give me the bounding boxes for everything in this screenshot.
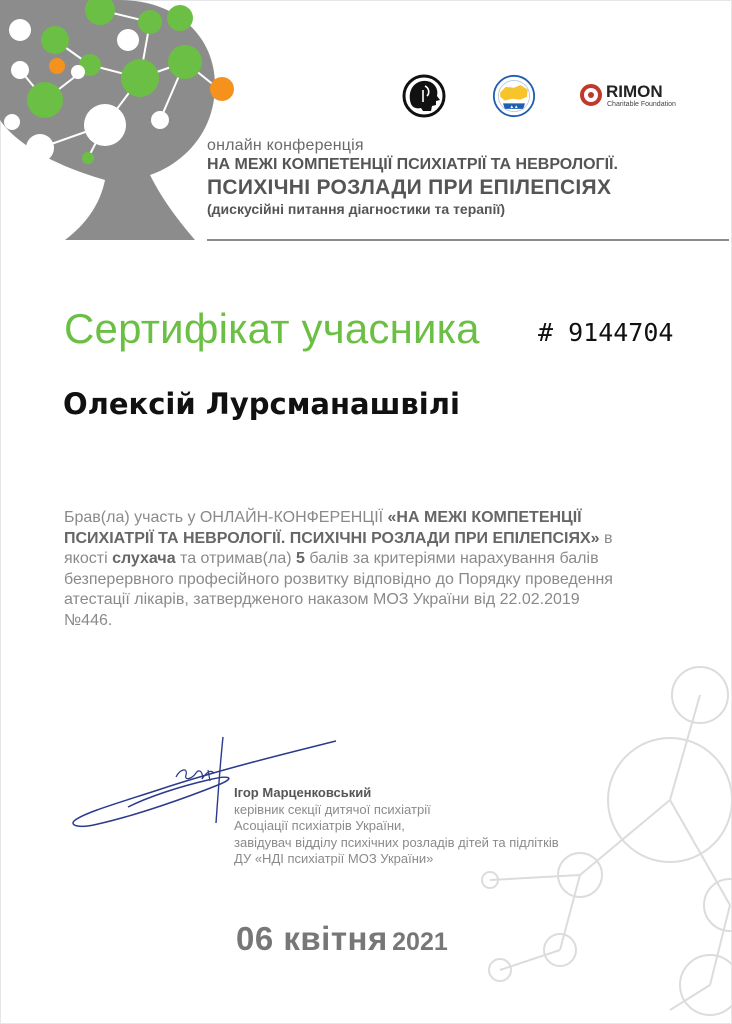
conference-subtitle: (дискусійні питання діагностики та терапії) bbox=[207, 201, 506, 217]
tree-logo bbox=[0, 0, 240, 250]
body-conference-name: «НА МЕЖІ КОМПЕТЕНЦІЇ ПСИХІАТРІЇ ТА НЕВРОЛОГІЇ. ПСИХІЧНІ РОЗЛАДИ ПРИ ЕПІЛЕПСІЯХ» bbox=[64, 509, 600, 547]
body-part-7: балів за критеріями нарахування балів безперервного професійного розвитку відповідно до Порядку проведення атестації лікарів, затвердженого наказом МОЗ України від 22.02.2019 №446. bbox=[64, 550, 613, 629]
body-role: слухача bbox=[112, 550, 176, 567]
signer-title-line4: ДУ «НДІ психіатрії МОЗ України» bbox=[234, 851, 434, 866]
signer-title-line2: Асоціації психіатрів України, bbox=[234, 818, 405, 833]
date-year: 2021 bbox=[392, 928, 448, 956]
ukraine-association-emblem bbox=[488, 74, 540, 118]
participant-name: Олексій Лурсманашвілі bbox=[63, 387, 460, 421]
conference-title-line1: НА МЕЖІ КОМПЕТЕНЦІЇ ПСИХІАТРІЇ ТА НЕВРОЛОГІЇ. bbox=[207, 156, 618, 173]
rimon-ring-icon bbox=[579, 83, 603, 107]
body-points: 5 bbox=[296, 550, 305, 567]
body-part-3: в якості bbox=[64, 529, 613, 567]
rimon-name: RIMON bbox=[606, 82, 663, 101]
conference-title-line2: ПСИХІЧНІ РОЗЛАДИ ПРИ ЕПІЛЕПСІЯХ bbox=[207, 176, 612, 199]
body-part-1: Брав(ла) участь у ОНЛАЙН-КОНФЕРЕНЦІЇ bbox=[64, 509, 388, 526]
certificate-date bbox=[236, 920, 448, 958]
signer-title-line3: завідувач відділу психічних розладів дітей та підлітків bbox=[234, 834, 559, 850]
certificate-title: Сертифікат учасника bbox=[64, 305, 480, 352]
date-day-month: 06 квітня bbox=[236, 920, 388, 957]
signer-title-line1: керівник секції дитячої психіатрії bbox=[234, 801, 431, 817]
rimon-subtitle: Charitable Foundation bbox=[607, 101, 676, 108]
brain-profile-logo bbox=[399, 74, 449, 118]
conference-intro: онлайн конференція bbox=[207, 137, 364, 154]
certificate-number: # 9144704 bbox=[538, 318, 674, 347]
certificate-body-text bbox=[64, 508, 624, 631]
body-part-5: та отримав(ла) bbox=[175, 550, 296, 567]
signer-block bbox=[234, 785, 654, 868]
conference-heading bbox=[207, 136, 727, 218]
svg-text:▲▲: ▲▲ bbox=[509, 103, 519, 109]
heading-divider bbox=[207, 239, 729, 241]
signer-name: Ігор Марценковський bbox=[234, 785, 372, 800]
